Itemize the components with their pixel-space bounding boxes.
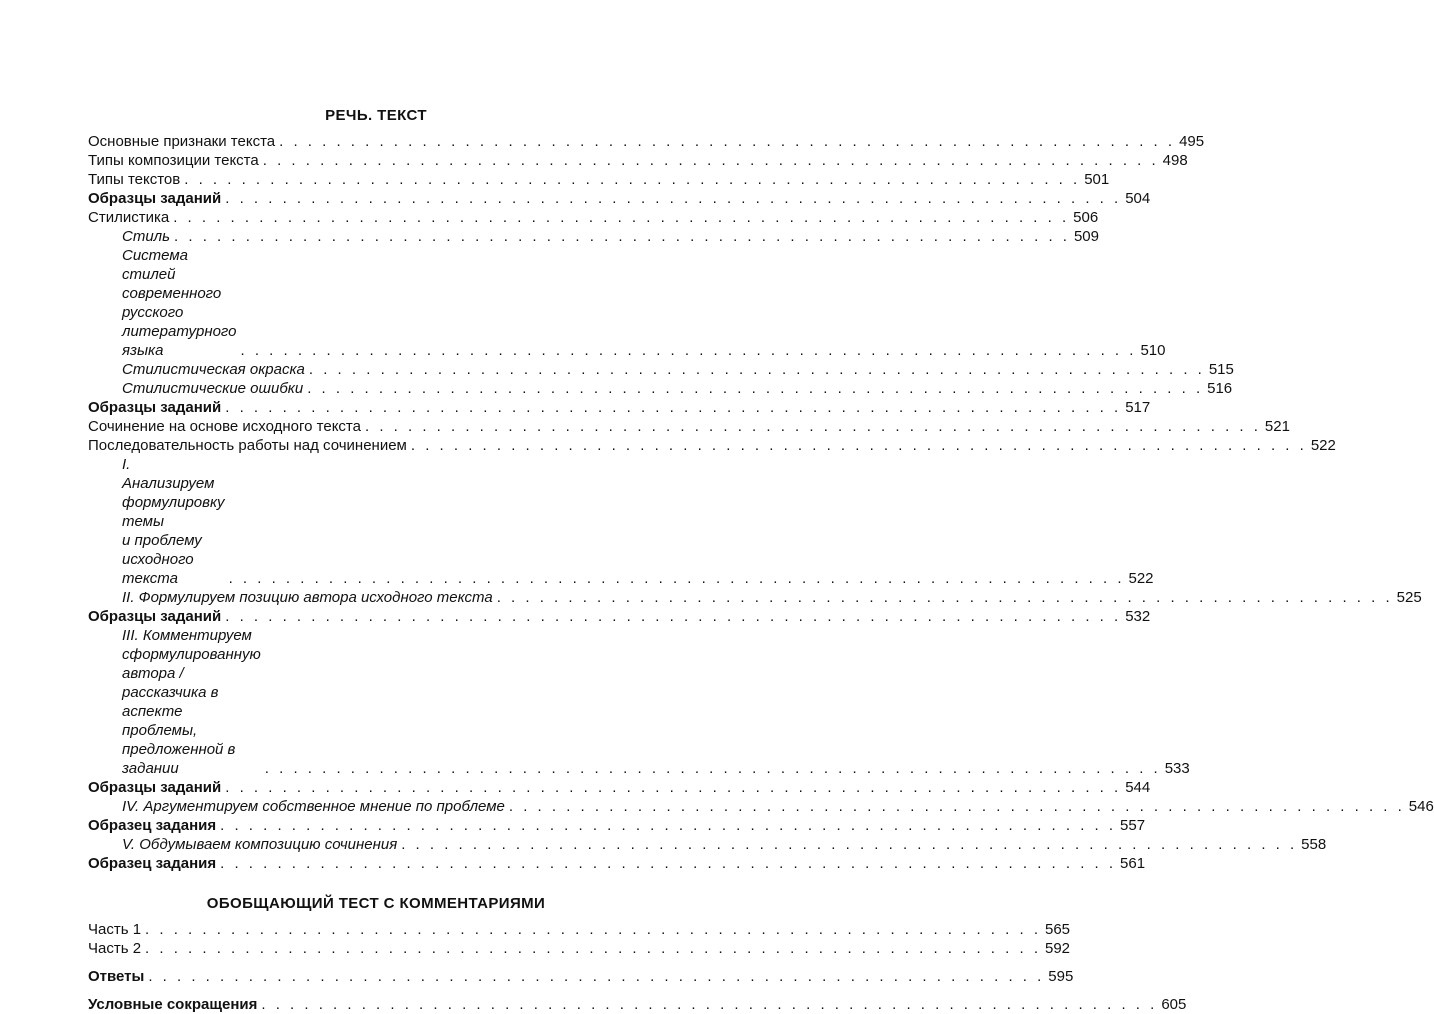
toc-entry-line: автора / рассказчика в аспекте проблемы, — [122, 665, 219, 739]
toc-entry-text: Часть 1 — [88, 921, 142, 938]
dot-leader: . . . . . . . . . . . . . . . . . . . . . . . . . . . . . . . . . . . . . . . . . . . . . . . . . . . . . . . . . . . . . . . — [220, 817, 1117, 834]
toc-entry-line: Система стилей современного — [122, 247, 222, 302]
toc-entry-text: Типы текстов — [88, 171, 181, 188]
toc-entry-answers[interactable] — [88, 967, 1074, 986]
toc-entry-page: 558 — [1301, 836, 1327, 853]
toc-entry-page: 544 — [1125, 779, 1151, 796]
toc-entry-page: 510 — [1140, 342, 1166, 359]
toc-entry-page: 501 — [1084, 171, 1110, 188]
section-title-summary-test: ОБОБЩАЮЩИЙ ТЕСТ С КОММЕНТАРИЯМИ — [206, 895, 546, 912]
dot-leader: . . . . . . . . . . . . . . . . . . . . . . . . . . . . . . . . . . . . . . . . . . . . . . . . . . . . . . . . . . . . . . . — [225, 608, 1122, 625]
toc-entry-text: Основные признаки текста — [88, 133, 276, 150]
toc-entry-multiline — [122, 455, 225, 588]
toc-entry[interactable] — [88, 588, 1422, 607]
toc-entry[interactable] — [88, 436, 1336, 455]
dot-leader: . . . . . . . . . . . . . . . . . . . . . . . . . . . . . . . . . . . . . . . . . . . . . . . . . . . . . . . . . . . . . . . — [228, 570, 1125, 587]
dot-leader: . . . . . . . . . . . . . . . . . . . . . . . . . . . . . . . . . . . . . . . . . . . . . . . . . . . . . . . . . . . . . . . — [264, 760, 1161, 777]
toc-entry[interactable] — [88, 398, 1151, 417]
dot-leader: . . . . . . . . . . . . . . . . . . . . . . . . . . . . . . . . . . . . . . . . . . . . . . . . . . . . . . . . . . . . . . . — [148, 968, 1045, 985]
toc-entry[interactable] — [88, 208, 1099, 227]
toc-entry-text: IV. Аргументируем собственное мнение по проблеме — [122, 798, 505, 815]
toc-entry-text: Образцы заданий — [88, 779, 222, 796]
toc-entry-text: Последовательность работы над сочинением — [88, 437, 407, 454]
toc-entry-line: русского литературного языка — [122, 304, 237, 359]
toc-entry-multiline — [122, 246, 237, 360]
toc-entry-line: I. Анализируем формулировку темы — [122, 456, 225, 530]
toc-entry[interactable] — [88, 132, 1205, 151]
toc-entry-page: 509 — [1073, 228, 1099, 245]
dot-leader: . . . . . . . . . . . . . . . . . . . . . . . . . . . . . . . . . . . . . . . . . . . . . . . . . . . . . . . . . . . . . . . — [145, 921, 1041, 938]
toc-entry-page: 522 — [1310, 437, 1336, 454]
dot-leader: . . . . . . . . . . . . . . . . . . . . . . . . . . . . . . . . . . . . . . . . . . . . . . . . . . . . . . . . . . . . . . . — [173, 209, 1070, 226]
toc-entry[interactable] — [88, 920, 1071, 939]
spacer — [88, 986, 664, 995]
toc-entry-page: 561 — [1120, 855, 1146, 872]
toc-entry-text: Образец задания — [88, 855, 217, 872]
toc-entry[interactable] — [88, 835, 1327, 854]
toc-entry-line: предложенной в задании — [122, 741, 236, 777]
toc-entry[interactable] — [88, 816, 1146, 835]
dot-leader: . . . . . . . . . . . . . . . . . . . . . . . . . . . . . . . . . . . . . . . . . . . . . . . . . . . . . . . . . . . . . . . — [145, 940, 1041, 957]
toc-entry-text: II. Формулируем позицию автора исходного текста — [122, 589, 493, 606]
dot-leader: . . . . . . . . . . . . . . . . . . . . . . . . . . . . . . . . . . . . . . . . . . . . . . . . . . . . . . . . . . . . . . . — [279, 133, 1176, 150]
dot-leader: . . . . . . . . . . . . . . . . . . . . . . . . . . . . . . . . . . . . . . . . . . . . . . . . . . . . . . . . . . . . . . . — [225, 399, 1122, 416]
toc-entry[interactable] — [88, 854, 1146, 873]
toc-entry-text: V. Обдумываем композицию сочинения — [122, 836, 398, 853]
toc-entry[interactable] — [88, 170, 1110, 189]
toc-entry-multiline — [122, 626, 261, 778]
dot-leader: . . . . . . . . . . . . . . . . . . . . . . . . . . . . . . . . . . . . . . . . . . . . . . . . . . . . . . . . . . . . . . . — [220, 855, 1117, 872]
toc-entry[interactable] — [88, 379, 1233, 398]
toc-entry-text: Условные сокращения — [88, 996, 258, 1013]
toc-entry-text: Стилистическая окраска — [122, 361, 305, 378]
dot-leader: . . . . . . . . . . . . . . . . . . . . . . . . . . . . . . . . . . . . . . . . . . . . . . . . . . . . . . . . . . . . . . . — [308, 361, 1205, 378]
toc-entry-page: 504 — [1125, 190, 1151, 207]
toc-entry-page: 533 — [1164, 760, 1190, 777]
toc-entry-text: Образцы заданий — [88, 608, 222, 625]
toc-entry[interactable] — [88, 626, 1190, 778]
toc-entry-page: 516 — [1207, 380, 1233, 397]
toc-entry-page: 506 — [1073, 209, 1099, 226]
toc-entry-page: 592 — [1044, 940, 1071, 957]
toc-entry[interactable] — [88, 607, 1151, 626]
dot-leader: . . . . . . . . . . . . . . . . . . . . . . . . . . . . . . . . . . . . . . . . . . . . . . . . . . . . . . . . . . . . . . . — [508, 798, 1405, 815]
toc-entry-text: Часть 2 — [88, 940, 142, 957]
toc-entry-page: 595 — [1048, 968, 1074, 985]
toc-entry-page: 532 — [1125, 608, 1151, 625]
toc-entry[interactable] — [88, 939, 1071, 958]
toc-entry-page: 498 — [1162, 152, 1188, 169]
toc-entry-page: 525 — [1396, 589, 1422, 606]
toc-entry[interactable] — [88, 227, 1099, 246]
dot-leader: . . . . . . . . . . . . . . . . . . . . . . . . . . . . . . . . . . . . . . . . . . . . . . . . . . . . . . . . . . . . . . . — [364, 418, 1261, 435]
toc-entry-text: Образцы заданий — [88, 190, 222, 207]
toc-entry[interactable] — [88, 151, 1188, 170]
toc-entry-page: 605 — [1161, 996, 1187, 1013]
toc-entry-text: Стилистика — [88, 209, 170, 226]
toc-entry-page: 517 — [1125, 399, 1151, 416]
toc-entry[interactable] — [88, 455, 1154, 588]
dot-leader: . . . . . . . . . . . . . . . . . . . . . . . . . . . . . . . . . . . . . . . . . . . . . . . . . . . . . . . . . . . . . . . — [410, 437, 1307, 454]
toc-entry-page: 495 — [1179, 133, 1205, 150]
spacer — [88, 958, 664, 967]
toc-entry-text: Стиль — [122, 228, 171, 245]
toc-entry-abbreviations[interactable] — [88, 995, 1187, 1014]
toc-entry[interactable] — [88, 246, 1166, 360]
dot-leader: . . . . . . . . . . . . . . . . . . . . . . . . . . . . . . . . . . . . . . . . . . . . . . . . . . . . . . . . . . . . . . . — [307, 380, 1204, 397]
toc-entry-page: 522 — [1128, 570, 1154, 587]
toc-entry-page: 521 — [1264, 418, 1290, 435]
dot-leader: . . . . . . . . . . . . . . . . . . . . . . . . . . . . . . . . . . . . . . . . . . . . . . . . . . . . . . . . . . . . . . . — [261, 996, 1158, 1013]
toc-entry-text: Ответы — [88, 968, 145, 985]
dot-leader: . . . . . . . . . . . . . . . . . . . . . . . . . . . . . . . . . . . . . . . . . . . . . . . . . . . . . . . . . . . . . . . — [174, 228, 1070, 245]
toc-entry-line: III. Комментируем сформулированную — [122, 627, 261, 663]
dot-leader: . . . . . . . . . . . . . . . . . . . . . . . . . . . . . . . . . . . . . . . . . . . . . . . . . . . . . . . . . . . . . . . — [225, 779, 1122, 796]
dot-leader: . . . . . . . . . . . . . . . . . . . . . . . . . . . . . . . . . . . . . . . . . . . . . . . . . . . . . . . . . . . . . . . — [225, 190, 1122, 207]
section-title-speech-text: РЕЧЬ. ТЕКСТ — [325, 107, 427, 124]
toc-entry-text: Сочинение на основе исходного текста — [88, 418, 361, 435]
toc-entry-text: Образцы заданий — [88, 399, 222, 416]
toc-content — [88, 107, 1434, 1014]
toc-entry-page: 565 — [1044, 921, 1071, 938]
dot-leader: . . . . . . . . . . . . . . . . . . . . . . . . . . . . . . . . . . . . . . . . . . . . . . . . . . . . . . . . . . . . . . . — [262, 152, 1159, 169]
dot-leader: . . . . . . . . . . . . . . . . . . . . . . . . . . . . . . . . . . . . . . . . . . . . . . . . . . . . . . . . . . . . . . . — [496, 589, 1393, 606]
toc-entry[interactable] — [88, 417, 1290, 436]
toc-entry-text: Типы композиции текста — [88, 152, 259, 169]
toc-entry-text: Образец задания — [88, 817, 217, 834]
toc-entry[interactable] — [88, 360, 1234, 379]
toc-entry-text: Стилистические ошибки — [122, 380, 304, 397]
toc-entry[interactable] — [88, 797, 1434, 816]
toc-entry-page: 515 — [1208, 361, 1234, 378]
toc-entry-line: и проблему исходного текста — [122, 532, 202, 587]
toc-entry-page: 546 — [1408, 798, 1434, 815]
dot-leader: . . . . . . . . . . . . . . . . . . . . . . . . . . . . . . . . . . . . . . . . . . . . . . . . . . . . . . . . . . . . . . . — [184, 171, 1081, 188]
toc-entry[interactable] — [88, 189, 1151, 208]
toc-entry[interactable] — [88, 778, 1151, 797]
dot-leader: . . . . . . . . . . . . . . . . . . . . . . . . . . . . . . . . . . . . . . . . . . . . . . . . . . . . . . . . . . . . . . . — [240, 342, 1137, 359]
toc-entry-page: 557 — [1120, 817, 1146, 834]
dot-leader: . . . . . . . . . . . . . . . . . . . . . . . . . . . . . . . . . . . . . . . . . . . . . . . . . . . . . . . . . . . . . . . — [401, 836, 1298, 853]
